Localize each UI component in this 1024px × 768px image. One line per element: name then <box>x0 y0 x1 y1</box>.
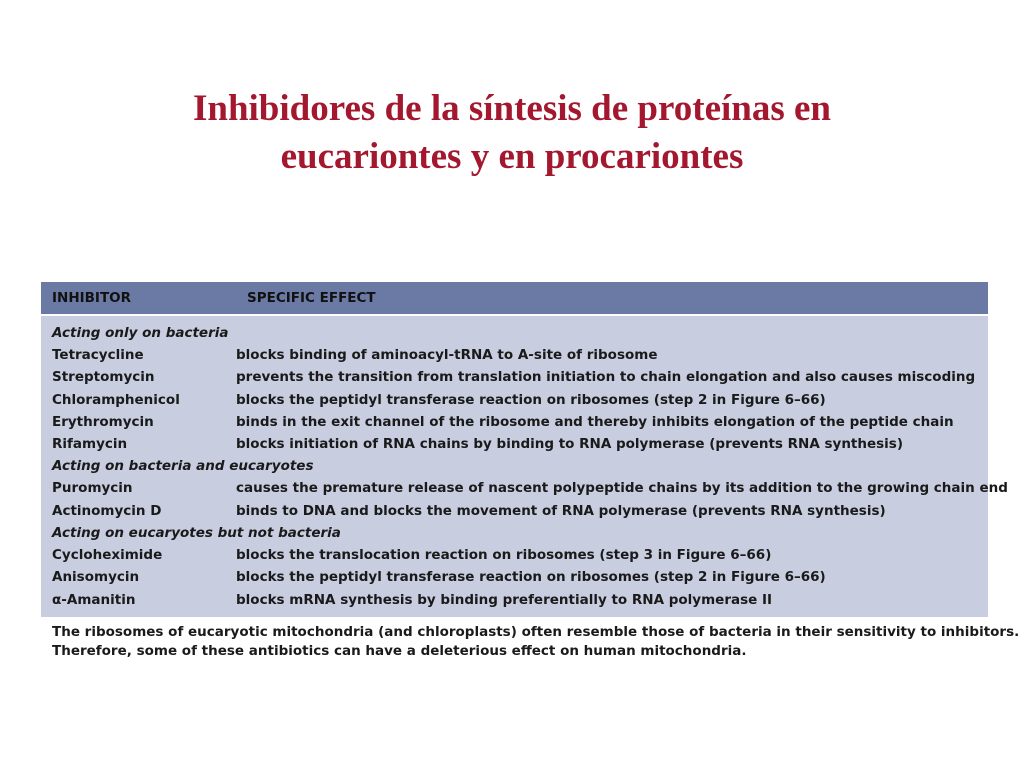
inhibitor-name: Rifamycin <box>52 436 128 453</box>
table-row <box>41 589 988 611</box>
table-row <box>41 566 988 588</box>
table-row <box>41 366 988 388</box>
inhibitor-name: Streptomycin <box>52 369 155 386</box>
column-header-specific-effect: SPECIFIC EFFECT <box>247 290 376 306</box>
group-title-bacteria-only: Acting only on bacteria <box>52 325 229 341</box>
slide-title-line-2: eucariontes y en procariontes <box>280 136 744 177</box>
inhibitor-name: Anisomycin <box>52 569 140 586</box>
table-row <box>41 477 1008 499</box>
group-title-bacteria-and-eucaryotes: Acting on bacteria and eucaryotes <box>52 458 314 475</box>
inhibitor-name: Puromycin <box>52 480 133 497</box>
inhibitor-effect: causes the premature release of nascent polypeptide chains by its addition to the growing chain end <box>236 480 1008 497</box>
inhibitor-effect: prevents the transition from translation initiation to chain elongation and also causes miscoding <box>236 369 976 386</box>
inhibitors-table <box>41 282 1020 661</box>
slide-title <box>0 85 1024 181</box>
inhibitor-name: Tetracycline <box>52 347 144 363</box>
table-footnote <box>41 617 1020 661</box>
inhibitor-name: Cycloheximide <box>52 547 163 564</box>
inhibitor-effect: binds in the exit channel of the ribosome and thereby inhibits elongation of the peptide chain <box>236 413 954 430</box>
inhibitor-name: α-Amanitin <box>52 591 136 608</box>
table-row <box>41 344 988 366</box>
table-row <box>41 411 988 433</box>
group-title-eucaryotes-only: Acting on eucaryotes but not bacteria <box>52 525 341 542</box>
column-header-inhibitor: INHIBITOR <box>52 290 132 306</box>
footnote-line-2: Therefore, some of these antibiotics can have a deleterious effect on human mitochondria. <box>52 642 747 659</box>
inhibitor-effect: blocks the peptidyl transferase reaction on ribosomes (step 2 in Figure 6–66) <box>236 391 826 408</box>
inhibitor-name: Erythromycin <box>52 413 154 430</box>
inhibitor-effect: blocks binding of aminoacyl-tRNA to A-site of ribosome <box>236 347 658 363</box>
table-row <box>41 500 988 522</box>
inhibitor-effect: blocks mRNA synthesis by binding preferentially to RNA polymerase II <box>236 591 773 608</box>
table-row <box>41 389 988 411</box>
table-row <box>41 433 988 455</box>
inhibitor-name: Actinomycin D <box>52 502 162 519</box>
slide-title-line-1: Inhibidores de la síntesis de proteínas en <box>192 88 832 129</box>
table-row <box>41 544 988 566</box>
inhibitor-name: Chloramphenicol <box>52 391 180 408</box>
table-body <box>41 316 1008 617</box>
inhibitor-effect: blocks the translocation reaction on ribosomes (step 3 in Figure 6–66) <box>236 547 772 564</box>
inhibitor-effect: blocks initiation of RNA chains by binding to RNA polymerase (prevents RNA synthesis) <box>236 436 904 453</box>
inhibitor-effect: binds to DNA and blocks the movement of RNA polymerase (prevents RNA synthesis) <box>236 502 886 519</box>
footnote-line-1: The ribosomes of eucaryotic mitochondria (and chloroplasts) often resemble those of bacteria in their sensitivity to inhibitors. <box>52 623 1020 640</box>
table-header <box>41 282 988 314</box>
inhibitor-effect: blocks the peptidyl transferase reaction on ribosomes (step 2 in Figure 6–66) <box>236 569 826 586</box>
